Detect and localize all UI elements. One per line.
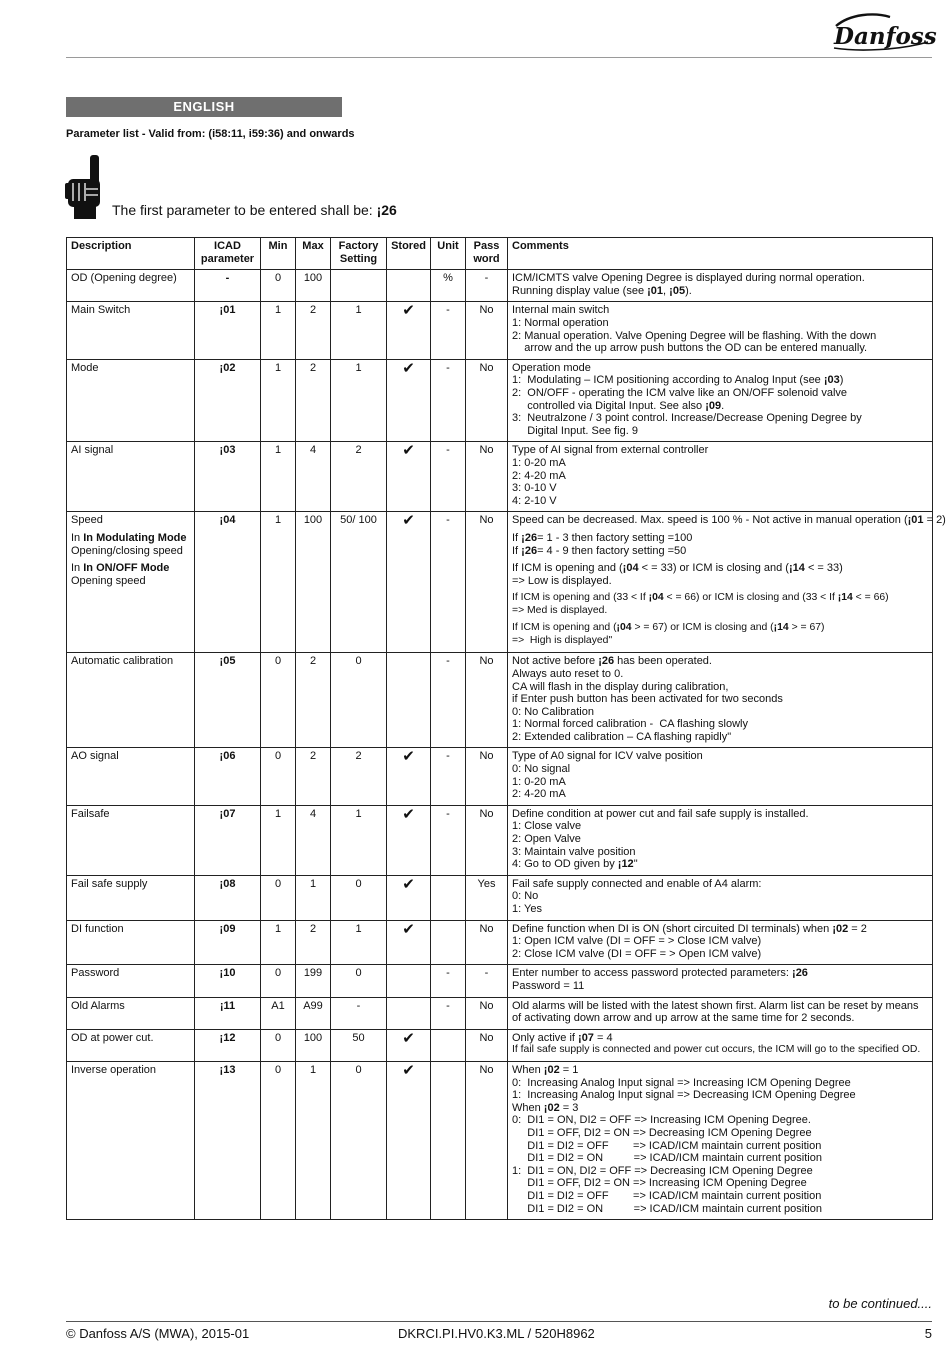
text-line: 2: 4-20 mA <box>512 788 566 801</box>
max-cell: 2 <box>296 653 331 748</box>
description-cell: OD at power cut. <box>67 1029 195 1061</box>
description-cell: Automatic calibration <box>67 653 195 748</box>
unit-cell: - <box>431 302 466 359</box>
header-description: Description <box>67 238 195 270</box>
factory-setting-cell: 50 <box>331 1029 387 1061</box>
description-line: In In ON/OFF Mode <box>71 562 170 575</box>
unit-cell: % <box>431 270 466 302</box>
table-row <box>67 270 933 302</box>
header-icad-parameter: ICAD parameter <box>195 238 261 270</box>
max-cell: 2 <box>296 748 331 805</box>
footer-page-number: 5 <box>924 1326 932 1341</box>
text-line: If ICM is opening and (¡04 > = 67) or ICM is closing and (¡14 > = 67) <box>512 622 825 634</box>
unit-cell <box>431 1061 466 1219</box>
check-mark-icon: ✔ <box>402 920 415 938</box>
text-line: Operation mode <box>512 361 591 374</box>
check-mark-icon: ✔ <box>402 359 415 377</box>
comments-cell <box>508 1029 933 1061</box>
text-line: Define function when DI is ON (short circuited DI terminals) when ¡02 = 2 <box>512 922 867 935</box>
text-line: When ¡02 = 1 <box>512 1063 579 1076</box>
factory-setting-cell: 2 <box>331 442 387 512</box>
text-line: 1: 0-20 mA <box>512 456 566 469</box>
description-cell: Fail safe supply <box>67 875 195 920</box>
parameter-code: ¡04 <box>616 622 632 634</box>
header-unit: Unit <box>431 238 466 270</box>
check-mark-icon: ✔ <box>402 1029 415 1047</box>
stored-cell <box>387 512 431 653</box>
min-cell: 1 <box>261 442 296 512</box>
text-line: If ¡26= 4 - 9 then factory setting =50 <box>512 544 687 557</box>
language-banner: ENGLISH <box>66 97 342 117</box>
danfoss-logo <box>830 8 937 52</box>
factory-setting-cell <box>331 270 387 302</box>
stored-cell <box>387 442 431 512</box>
stored-cell <box>387 875 431 920</box>
icad-parameter-cell: ¡13 <box>195 1061 261 1219</box>
text-line: 1: Modulating – ICM positioning according to Analog Input (see ¡03) <box>512 374 844 387</box>
unit-cell <box>431 1029 466 1061</box>
password-cell: Yes <box>466 875 508 920</box>
description-cell: Password <box>67 965 195 997</box>
header-divider <box>66 57 932 58</box>
stored-cell <box>387 270 431 302</box>
header-min: Min <box>261 238 296 270</box>
text-line: 1: Normal forced calibration - CA flashing slowly <box>512 718 748 731</box>
factory-setting-cell: 50/ 100 <box>331 512 387 653</box>
factory-setting-cell: 2 <box>331 748 387 805</box>
stored-cell <box>387 302 431 359</box>
first-parameter-text: The first parameter to be entered shall be: <box>112 202 377 218</box>
text-line: 1: Open ICM valve (DI = OFF = > Close ICM valve) <box>512 935 762 948</box>
password-cell: No <box>466 442 508 512</box>
parameter-code: ¡26 <box>521 531 538 544</box>
factory-setting-cell: 0 <box>331 1061 387 1219</box>
text-line: Running display value (see ¡01, ¡05). <box>512 284 692 297</box>
max-cell: 2 <box>296 920 331 965</box>
comments-cell <box>508 748 933 805</box>
comments-cell <box>508 270 933 302</box>
factory-setting-cell: - <box>331 997 387 1029</box>
text-line: 4: Go to OD given by ¡12" <box>512 858 638 871</box>
text-line: 2: Open Valve <box>512 833 581 846</box>
max-cell: 1 <box>296 1061 331 1219</box>
factory-setting-cell: 0 <box>331 653 387 748</box>
max-cell: 4 <box>296 805 331 875</box>
min-cell: 1 <box>261 302 296 359</box>
stored-cell <box>387 1061 431 1219</box>
icad-parameter-cell: ¡02 <box>195 359 261 442</box>
comments-cell <box>508 512 946 653</box>
text-line: 3: 0-10 V <box>512 482 557 495</box>
text-line: 1: 0-20 mA <box>512 775 566 788</box>
description-line: In In Modulating Mode <box>71 531 187 544</box>
check-mark-icon: ✔ <box>402 302 415 320</box>
text-line: 1: Close valve <box>512 820 582 833</box>
icad-parameter-cell: ¡01 <box>195 302 261 359</box>
min-cell: 0 <box>261 875 296 920</box>
password-cell: No <box>466 805 508 875</box>
table-row <box>67 1061 933 1219</box>
footer-copyright: © Danfoss A/S (MWA), 2015-01 <box>66 1326 250 1341</box>
parameter-code: ¡01 <box>907 514 924 527</box>
first-parameter-note <box>112 202 397 218</box>
text-line: 0: No signal <box>512 763 571 776</box>
table-row <box>67 302 933 359</box>
parameter-code: ¡26 <box>792 967 808 980</box>
check-mark-icon: ✔ <box>402 805 415 823</box>
parameter-code: ¡12 <box>617 858 634 871</box>
text-line: If ICM is opening and (¡04 < = 33) or ICM is closing and (¡14 < = 33) <box>512 562 843 575</box>
comments-cell <box>508 965 933 997</box>
table-row <box>67 359 933 442</box>
factory-setting-cell: 1 <box>331 359 387 442</box>
table-header-row <box>67 238 933 270</box>
min-cell: 1 <box>261 805 296 875</box>
first-parameter-code: ¡26 <box>376 202 397 218</box>
min-cell: 0 <box>261 1061 296 1219</box>
check-mark-icon: ✔ <box>402 512 415 530</box>
text-line: Type of A0 signal for ICV valve position <box>512 750 703 763</box>
min-cell: 1 <box>261 359 296 442</box>
check-mark-icon: ✔ <box>402 748 415 766</box>
description-cell: Old Alarms <box>67 997 195 1029</box>
description-cell: AI signal <box>67 442 195 512</box>
text-line: ICM/ICMTS valve Opening Degree is displayed during normal operation. <box>512 272 865 285</box>
description-emphasis: In ON/OFF Mode <box>83 562 170 575</box>
stored-cell <box>387 805 431 875</box>
header-password: Pass word <box>466 238 508 270</box>
text-line: => Low is displayed. <box>512 574 612 587</box>
description-line: Opening/closing speed <box>71 544 183 557</box>
comments-cell <box>508 1061 933 1219</box>
password-cell: No <box>466 302 508 359</box>
stored-cell <box>387 997 431 1029</box>
table-row <box>67 442 933 512</box>
parameter-code: ¡02 <box>543 1063 560 1076</box>
text-line: DI1 = OFF, DI2 = ON => Decreasing ICM Opening Degree <box>512 1126 812 1139</box>
parameter-table <box>66 237 946 1220</box>
header-comments: Comments <box>508 238 933 270</box>
icad-parameter-cell: ¡03 <box>195 442 261 512</box>
text-line: Speed can be decreased. Max. speed is 100 % - Not active in manual operation (¡01 = 2) <box>512 514 946 527</box>
icad-parameter-cell: ¡12 <box>195 1029 261 1061</box>
unit-cell <box>431 875 466 920</box>
max-cell: 100 <box>296 512 331 653</box>
unit-cell: - <box>431 359 466 442</box>
parameter-code: ¡14 <box>837 592 853 604</box>
description-cell: OD (Opening degree) <box>67 270 195 302</box>
description-cell: Failsafe <box>67 805 195 875</box>
text-line: 2: Extended calibration – CA flashing rapidly" <box>512 730 732 743</box>
text-line: 2: Close ICM valve (DI = OFF = > Open ICM valve) <box>512 947 762 960</box>
parameter-code: ¡01 <box>647 284 664 297</box>
header-max: Max <box>296 238 331 270</box>
text-line: 1: Yes <box>512 903 542 916</box>
parameter-code: ¡04 <box>622 562 639 575</box>
max-cell: 2 <box>296 359 331 442</box>
min-cell: 0 <box>261 1029 296 1061</box>
text-line: Enter number to access password protected parameters: ¡26 <box>512 967 808 980</box>
text-line: Only active if ¡07 = 4 <box>512 1031 613 1044</box>
check-mark-icon: ✔ <box>402 875 415 893</box>
comments-cell <box>508 875 933 920</box>
stored-cell <box>387 359 431 442</box>
check-mark-icon: ✔ <box>402 442 415 460</box>
stored-cell <box>387 920 431 965</box>
text-line: 3: Neutralzone / 3 point control. Increase/Decrease Opening Degree by <box>512 412 862 425</box>
unit-cell: - <box>431 653 466 748</box>
factory-setting-cell: 1 <box>331 920 387 965</box>
text-line: CA will flash in the display during calibration, <box>512 680 729 693</box>
max-cell: 100 <box>296 1029 331 1061</box>
description-line: Opening speed <box>71 574 146 587</box>
unit-cell <box>431 920 466 965</box>
password-cell: - <box>466 965 508 997</box>
password-cell: No <box>466 359 508 442</box>
unit-cell: - <box>431 512 466 653</box>
header-stored: Stored <box>387 238 431 270</box>
text-line: Fail safe supply connected and enable of A4 alarm: <box>512 877 762 890</box>
comments-cell <box>508 359 933 442</box>
footer-document-code: DKRCI.PI.HV0.K3.ML / 520H8962 <box>398 1326 595 1341</box>
text-line: 1: Normal operation <box>512 316 609 329</box>
icad-parameter-cell: ¡05 <box>195 653 261 748</box>
icad-parameter-cell: ¡10 <box>195 965 261 997</box>
text-line: Digital Input. See fig. 9 <box>512 424 638 437</box>
factory-setting-cell: 1 <box>331 805 387 875</box>
min-cell: 0 <box>261 270 296 302</box>
svg-text:Danfoss: Danfoss <box>834 23 937 50</box>
text-line: 2: Manual operation. Valve Opening Degree will be flashing. With the down <box>512 329 877 342</box>
text-line: Type of AI signal from external controller <box>512 444 709 457</box>
max-cell: A99 <box>296 997 331 1029</box>
password-cell: - <box>466 270 508 302</box>
max-cell: 1 <box>296 875 331 920</box>
text-line: 1: Increasing Analog Input signal => Decreasing ICM Opening Degree <box>512 1089 856 1102</box>
icad-parameter-cell: ¡09 <box>195 920 261 965</box>
parameter-code: ¡03 <box>823 374 840 387</box>
stored-cell <box>387 1029 431 1061</box>
text-line: arrow and the up arrow push buttons the OD can be entered manually. <box>512 342 868 355</box>
min-cell: 1 <box>261 920 296 965</box>
description-cell: Main Switch <box>67 302 195 359</box>
text-line: If ICM is opening and (33 < If ¡04 < = 66) or ICM is closing and (33 < If ¡14 < = 66) <box>512 592 889 604</box>
min-cell: 0 <box>261 748 296 805</box>
parameter-code: ¡05 <box>669 284 686 297</box>
comments-cell <box>508 920 933 965</box>
password-cell: No <box>466 1029 508 1061</box>
text-line: 0: DI1 = ON, DI2 = OFF => Increasing ICM Opening Degree. <box>512 1114 811 1127</box>
text-line: 0: Increasing Analog Input signal => Increasing ICM Opening Degree <box>512 1076 851 1089</box>
continued-note: to be continued.... <box>828 1296 932 1311</box>
table-row <box>67 512 933 653</box>
password-cell: No <box>466 653 508 748</box>
parameter-code: ¡02 <box>832 922 849 935</box>
text-line: 0: No <box>512 890 539 903</box>
text-line: if Enter push button has been activated for two seconds <box>512 693 783 706</box>
text-line: 3: Maintain valve position <box>512 845 636 858</box>
text-line: DI1 = OFF, DI2 = ON => Increasing ICM Opening Degree <box>512 1177 807 1190</box>
description-emphasis: In Modulating Mode <box>83 531 187 544</box>
text-line: Always auto reset to 0. <box>512 667 624 680</box>
description-cell: AO signal <box>67 748 195 805</box>
text-line: => Med is displayed. <box>512 604 608 616</box>
parameter-code: ¡07 <box>578 1031 594 1044</box>
min-cell: A1 <box>261 997 296 1029</box>
password-cell: No <box>466 748 508 805</box>
description-cell <box>67 512 195 653</box>
parameter-code: ¡02 <box>543 1101 560 1114</box>
comments-cell <box>508 805 933 875</box>
unit-cell: - <box>431 997 466 1029</box>
text-line: If ¡26= 1 - 3 then factory setting =100 <box>512 531 693 544</box>
icad-parameter-cell: ¡06 <box>195 748 261 805</box>
description-line: Speed <box>71 514 103 527</box>
icad-parameter-cell: ¡04 <box>195 512 261 653</box>
parameter-code: ¡14 <box>788 562 805 575</box>
comments-cell <box>508 653 933 748</box>
factory-setting-cell: 0 <box>331 965 387 997</box>
unit-cell: - <box>431 805 466 875</box>
text-line: 2: ON/OFF - operating the ICM valve like an ON/OFF solenoid valve <box>512 386 848 399</box>
text-line: of activating down arrow and up arrow at the same time for 2 seconds. <box>512 1012 855 1025</box>
text-line: controlled via Digital Input. See also ¡09. <box>512 399 725 412</box>
parameter-code: ¡04 <box>648 592 664 604</box>
unit-cell: - <box>431 748 466 805</box>
password-cell: No <box>466 997 508 1029</box>
icad-parameter-cell: - <box>195 270 261 302</box>
table-row <box>67 805 933 875</box>
max-cell: 2 <box>296 302 331 359</box>
text-line: Password = 11 <box>512 980 585 992</box>
parameter-list-subtitle: Parameter list - Valid from: (i58:11, i59:36) and onwards <box>66 128 355 140</box>
comments-cell <box>508 302 933 359</box>
stored-cell <box>387 653 431 748</box>
table-row <box>67 965 933 997</box>
text-line: Old alarms will be listed with the latest shown first. Alarm list can be reset by means <box>512 999 919 1012</box>
text-line: 4: 2-10 V <box>512 494 557 507</box>
text-line: Internal main switch <box>512 304 610 317</box>
text-line: 1: DI1 = ON, DI2 = OFF => Decreasing ICM Opening Degree <box>512 1164 813 1177</box>
unit-cell: - <box>431 442 466 512</box>
max-cell: 4 <box>296 442 331 512</box>
factory-setting-cell: 0 <box>331 875 387 920</box>
parameter-code: ¡14 <box>773 622 789 634</box>
header-factory-setting: Factory Setting <box>331 238 387 270</box>
text-line: DI1 = DI2 = ON => ICAD/ICM maintain current position <box>512 1152 822 1165</box>
table-row <box>67 920 933 965</box>
text-line: DI1 = DI2 = OFF => ICAD/ICM maintain current position <box>512 1189 822 1202</box>
icad-parameter-cell: ¡08 <box>195 875 261 920</box>
icad-parameter-cell: ¡11 <box>195 997 261 1029</box>
text-line: Define condition at power cut and fail safe supply is installed. <box>512 807 809 820</box>
footer-divider <box>66 1321 932 1322</box>
max-cell: 100 <box>296 270 331 302</box>
stored-cell <box>387 748 431 805</box>
password-cell: No <box>466 920 508 965</box>
table-row <box>67 653 933 748</box>
text-line: DI1 = DI2 = ON => ICAD/ICM maintain current position <box>512 1202 822 1215</box>
description-cell: Mode <box>67 359 195 442</box>
text-line: DI1 = DI2 = OFF => ICAD/ICM maintain current position <box>512 1139 822 1152</box>
text-line: When ¡02 = 3 <box>512 1101 579 1114</box>
parameter-code: ¡26 <box>521 544 538 557</box>
table-row <box>67 875 933 920</box>
text-line: Not active before ¡26 has been operated. <box>512 655 712 668</box>
password-cell: No <box>466 512 508 653</box>
check-mark-icon: ✔ <box>402 1061 415 1079</box>
comments-cell <box>508 997 933 1029</box>
table-row <box>67 997 933 1029</box>
parameter-code: ¡26 <box>598 655 615 668</box>
min-cell: 0 <box>261 653 296 748</box>
max-cell: 199 <box>296 965 331 997</box>
comments-cell <box>508 442 933 512</box>
pointing-hand-icon <box>64 153 106 221</box>
text-line: If fail safe supply is connected and power cut occurs, the ICM will go to the specified OD. <box>512 1044 921 1056</box>
parameter-code: ¡09 <box>705 399 722 412</box>
icad-parameter-cell: ¡07 <box>195 805 261 875</box>
stored-cell <box>387 965 431 997</box>
text-line: 2: 4-20 mA <box>512 469 566 482</box>
description-cell: DI function <box>67 920 195 965</box>
min-cell: 1 <box>261 512 296 653</box>
password-cell: No <box>466 1061 508 1219</box>
unit-cell: - <box>431 965 466 997</box>
table-row <box>67 1029 933 1061</box>
text-line: => High is displayed" <box>512 635 613 647</box>
factory-setting-cell: 1 <box>331 302 387 359</box>
description-cell: Inverse operation <box>67 1061 195 1219</box>
text-line: 0: No Calibration <box>512 705 594 718</box>
min-cell: 0 <box>261 965 296 997</box>
table-row <box>67 748 933 805</box>
